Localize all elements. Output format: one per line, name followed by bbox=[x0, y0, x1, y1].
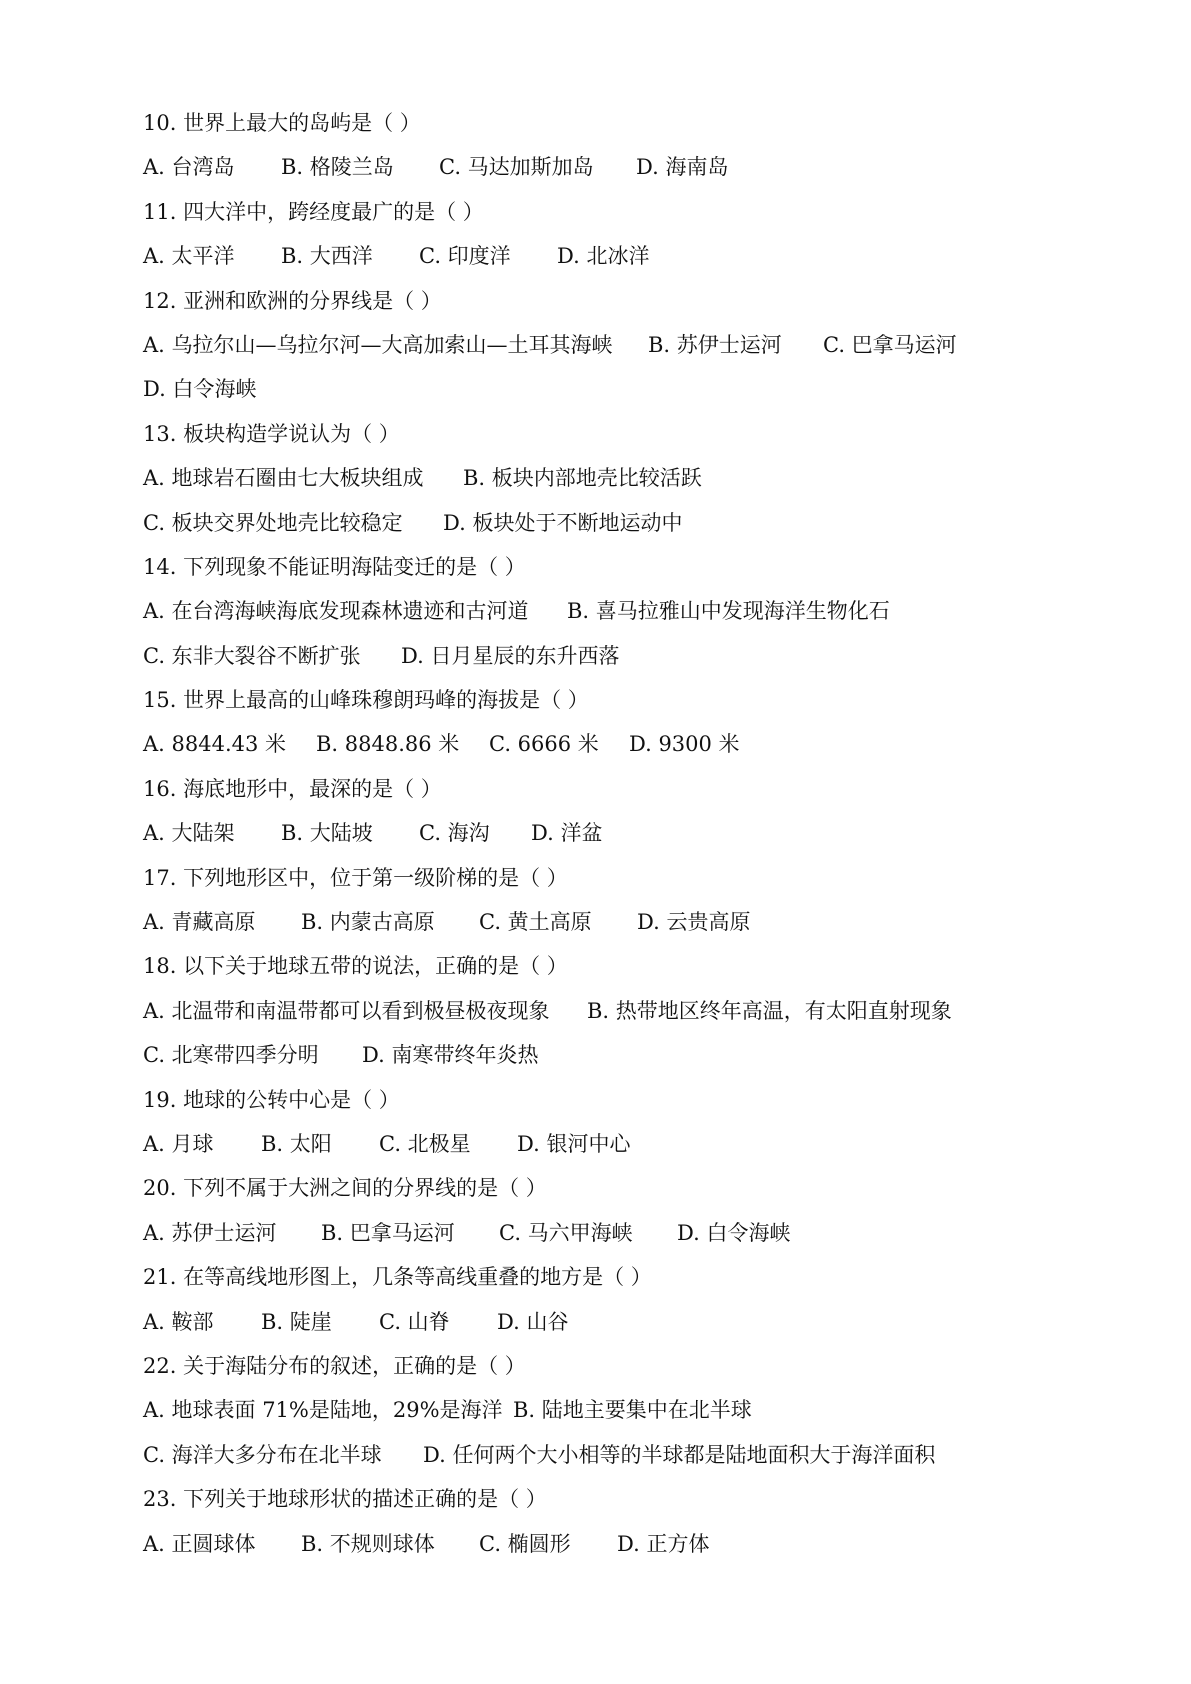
question-stem: 19. 地球的公转中心是（ ） bbox=[143, 1087, 400, 1112]
option-a: A. 鞍部 bbox=[143, 1309, 214, 1334]
option-row bbox=[143, 729, 1103, 773]
option-row bbox=[143, 907, 1103, 951]
option-row bbox=[143, 374, 1103, 418]
question-stem: 23. 下列关于地球形状的描述正确的是（ ） bbox=[143, 1487, 547, 1512]
option-a: A. 北温带和南温带都可以看到极昼极夜现象 bbox=[143, 998, 550, 1023]
option-b: B. 陡崖 bbox=[261, 1309, 332, 1334]
option-b: B. 不规则球体 bbox=[301, 1531, 435, 1556]
option-row bbox=[143, 241, 1103, 285]
question-stem: 21. 在等高线地形图上，几条等高线重叠的地方是（ ） bbox=[143, 1265, 652, 1290]
option-a: A. 月球 bbox=[143, 1131, 214, 1156]
option-a: A. 青藏高原 bbox=[143, 910, 256, 935]
question-stem: 22. 关于海陆分布的叙述，正确的是（ ） bbox=[143, 1353, 526, 1378]
option-c: C. 海洋大多分布在北半球 bbox=[143, 1442, 382, 1467]
option-a: A. 在台湾海峡海底发现森林遗迹和古河道 bbox=[143, 599, 529, 624]
question-list bbox=[143, 108, 1103, 1573]
option-c: C. 巴拿马运河 bbox=[823, 332, 957, 357]
question-stem: 14. 下列现象不能证明海陆变迁的是（ ） bbox=[143, 554, 526, 579]
option-b: B. 格陵兰岛 bbox=[281, 155, 394, 180]
option-b: B. 太阳 bbox=[261, 1131, 332, 1156]
option-c: C. 马达加斯加岛 bbox=[439, 155, 594, 180]
option-d: D. 任何两个大小相等的半球都是陆地面积大于海洋面积 bbox=[423, 1442, 936, 1467]
option-b: B. 大陆坡 bbox=[281, 821, 373, 846]
option-c: C. 东非大裂谷不断扩张 bbox=[143, 643, 361, 668]
option-row bbox=[143, 818, 1103, 862]
option-c: C. 北极星 bbox=[379, 1131, 471, 1156]
option-row bbox=[143, 1529, 1103, 1573]
option-row bbox=[143, 1395, 1103, 1439]
option-a: A. 苏伊士运河 bbox=[143, 1220, 277, 1245]
option-row bbox=[143, 330, 1103, 374]
question-stem: 12. 亚洲和欧洲的分界线是（ ） bbox=[143, 288, 442, 313]
option-row bbox=[143, 596, 1103, 640]
option-d: D. 正方体 bbox=[617, 1531, 710, 1556]
question-stem: 17. 下列地形区中，位于第一级阶梯的是（ ） bbox=[143, 865, 568, 890]
option-d: D. 南寒带终年炎热 bbox=[362, 1043, 539, 1068]
option-c: C. 北寒带四季分明 bbox=[143, 1043, 319, 1068]
option-a: A. 地球表面 71%是陆地，29%是海洋 bbox=[143, 1398, 503, 1423]
option-b: B. 内蒙古高原 bbox=[301, 910, 435, 935]
option-c: C. 椭圆形 bbox=[479, 1531, 571, 1556]
option-b: B. 大西洋 bbox=[281, 244, 373, 269]
question-stem: 11. 四大洋中，跨经度最广的是（ ） bbox=[143, 199, 484, 224]
option-a: A. 大陆架 bbox=[143, 821, 235, 846]
option-d: D. 洋盆 bbox=[531, 821, 603, 846]
option-c: C. 马六甲海峡 bbox=[499, 1220, 633, 1245]
option-d: D. 北冰洋 bbox=[557, 244, 650, 269]
option-d: D. 云贵高原 bbox=[637, 910, 751, 935]
option-b: B. 板块内部地壳比较活跃 bbox=[463, 466, 702, 491]
option-c: C. 海沟 bbox=[419, 821, 490, 846]
option-row bbox=[143, 1218, 1103, 1262]
option-b: B. 陆地主要集中在北半球 bbox=[513, 1398, 752, 1423]
question-stem: 18. 以下关于地球五带的说法，正确的是（ ） bbox=[143, 954, 568, 979]
option-d: D. 9300 米 bbox=[629, 732, 740, 757]
option-b: B. 苏伊士运河 bbox=[648, 332, 782, 357]
option-c: C. 山脊 bbox=[379, 1309, 450, 1334]
option-b: B. 喜马拉雅山中发现海洋生物化石 bbox=[567, 599, 890, 624]
option-row bbox=[143, 1440, 1103, 1484]
question-stem: 13. 板块构造学说认为（ ） bbox=[143, 421, 400, 446]
option-a: A. 太平洋 bbox=[143, 244, 235, 269]
option-b: B. 巴拿马运河 bbox=[321, 1220, 455, 1245]
option-row bbox=[143, 641, 1103, 685]
option-row bbox=[143, 1307, 1103, 1351]
question-stem: 16. 海底地形中，最深的是（ ） bbox=[143, 776, 442, 801]
option-a: A. 正圆球体 bbox=[143, 1531, 256, 1556]
option-d: D. 海南岛 bbox=[636, 155, 729, 180]
option-a: A. 乌拉尔山—乌拉尔河—大高加索山—土耳其海峡 bbox=[143, 332, 613, 357]
option-c: C. 板块交界处地壳比较稳定 bbox=[143, 510, 403, 535]
option-row bbox=[143, 1040, 1103, 1084]
option-d: D. 白令海峡 bbox=[143, 377, 257, 402]
option-a: A. 地球岩石圈由七大板块组成 bbox=[143, 466, 424, 491]
option-d: D. 板块处于不断地运动中 bbox=[443, 510, 683, 535]
option-d: D. 白令海峡 bbox=[677, 1220, 791, 1245]
question-stem: 10. 世界上最大的岛屿是（ ） bbox=[143, 111, 421, 135]
option-a: A. 台湾岛 bbox=[143, 155, 235, 180]
option-a: A. 8844.43 米 bbox=[143, 732, 287, 757]
option-c: C. 黄土高原 bbox=[479, 910, 592, 935]
option-row bbox=[143, 152, 1103, 196]
option-b: B. 热带地区终年高温，有太阳直射现象 bbox=[587, 998, 952, 1023]
option-row bbox=[143, 463, 1103, 507]
option-b: B. 8848.86 米 bbox=[316, 732, 460, 757]
option-c: C. 印度洋 bbox=[419, 244, 511, 269]
option-d: D. 银河中心 bbox=[517, 1131, 631, 1156]
question-stem: 15. 世界上最高的山峰珠穆朗玛峰的海拔是（ ） bbox=[143, 688, 589, 713]
question-stem: 20. 下列不属于大洲之间的分界线的是（ ） bbox=[143, 1176, 547, 1201]
option-row bbox=[143, 508, 1103, 552]
option-d: D. 山谷 bbox=[497, 1309, 569, 1334]
option-d: D. 日月星辰的东升西落 bbox=[401, 643, 620, 668]
option-row bbox=[143, 1129, 1103, 1173]
option-row bbox=[143, 996, 1103, 1040]
option-c: C. 6666 米 bbox=[489, 732, 599, 757]
